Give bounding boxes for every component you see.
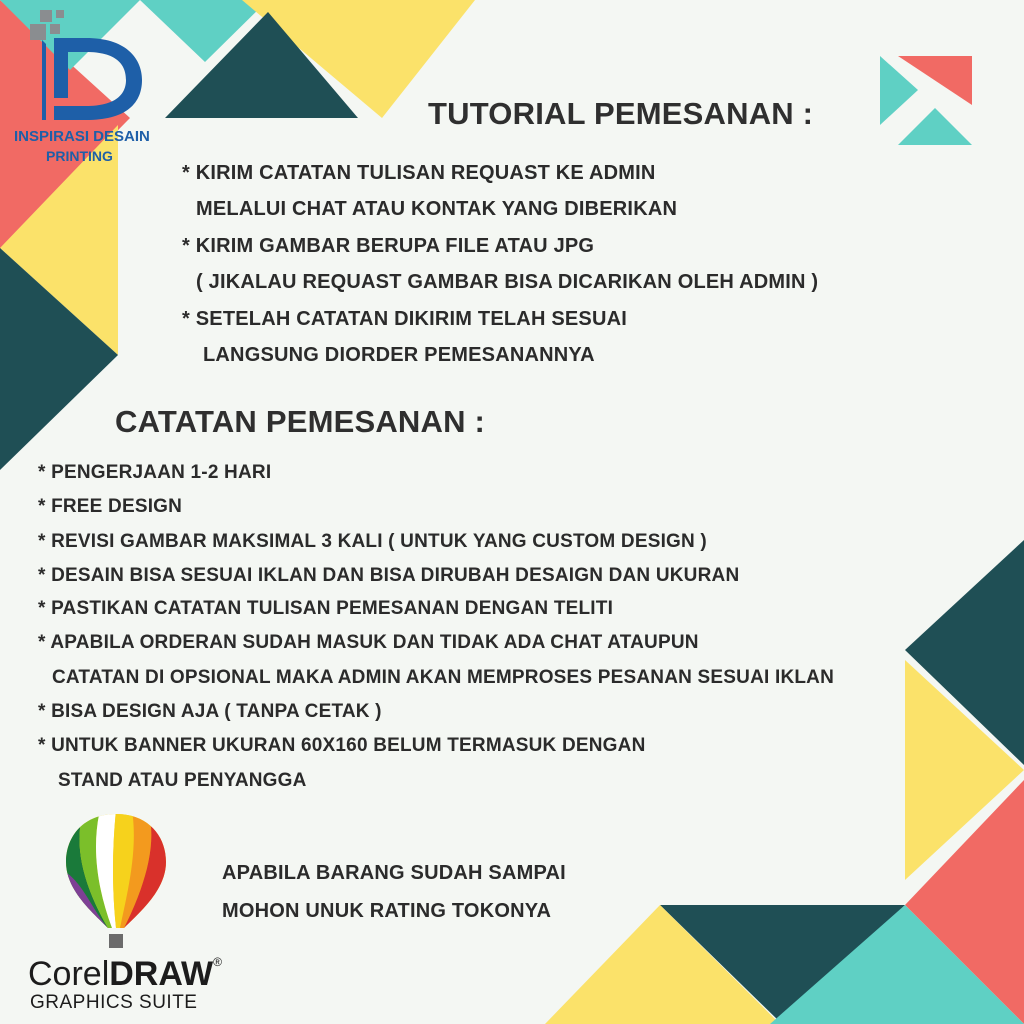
catatan-line-4: * DESAIN BISA SESUAI IKLAN DAN BISA DIRUBAH DESAIGN DAN UKURAN bbox=[38, 565, 740, 586]
catatan-line-10: STAND ATAU PENYANGGA bbox=[58, 770, 307, 791]
logo-mint-bottom-triangle bbox=[898, 108, 972, 145]
graphics-suite-label: GRAPHICS SUITE bbox=[30, 992, 198, 1013]
tutorial-line-3: * KIRIM GAMBAR BERUPA FILE ATAU JPG bbox=[182, 235, 595, 257]
catatan-line-1: * PENGERJAAN 1-2 HARI bbox=[38, 462, 272, 483]
footer-line-1: APABILA BARANG SUDAH SAMPAI bbox=[222, 862, 566, 884]
catatan-title: CATATAN PEMESANAN : bbox=[115, 404, 486, 439]
catatan-line-5: * PASTIKAN CATATAN TULISAN PEMESANAN DENGAN TELITI bbox=[38, 598, 614, 619]
brand-sub: PRINTING bbox=[46, 148, 113, 164]
hot-air-balloon-icon bbox=[62, 810, 170, 950]
coreldraw-wordmark bbox=[28, 955, 222, 994]
inspirasi-desain-logo-icon bbox=[28, 8, 153, 126]
tutorial-line-2: MELALUI CHAT ATAU KONTAK YANG DIBERIKAN bbox=[196, 198, 678, 220]
logo-mint-left-triangle bbox=[880, 56, 918, 125]
tutorial-title: TUTORIAL PEMESANAN : bbox=[428, 96, 814, 131]
catatan-line-6: * APABILA ORDERAN SUDAH MASUK DAN TIDAK ADA CHAT ATAUPUN bbox=[38, 632, 699, 653]
brand-name: INSPIRASI DESAIN bbox=[14, 128, 150, 145]
catatan-line-2: * FREE DESIGN bbox=[38, 496, 183, 517]
catatan-line-8: * BISA DESIGN AJA ( TANPA CETAK ) bbox=[38, 701, 382, 722]
tutorial-line-1: * KIRIM CATATAN TULISAN REQUAST KE ADMIN bbox=[182, 162, 656, 184]
corel-word: Corel bbox=[28, 955, 110, 993]
tutorial-line-5: * SETELAH CATATAN DIKIRIM TELAH SESUAI bbox=[182, 308, 628, 330]
tutorial-line-6: LANGSUNG DIORDER PEMESANANNYA bbox=[203, 344, 595, 366]
tutorial-line-4: ( JIKALAU REQUAST GAMBAR BISA DICARIKAN OLEH ADMIN ) bbox=[196, 271, 819, 293]
catatan-line-3: * REVISI GAMBAR MAKSIMAL 3 KALI ( UNTUK YANG CUSTOM DESIGN ) bbox=[38, 531, 707, 552]
draw-word: DRAW bbox=[109, 955, 214, 993]
catatan-line-9: * UNTUK BANNER UKURAN 60X160 BELUM TERMASUK DENGAN bbox=[38, 735, 646, 756]
registered-mark: ® bbox=[213, 955, 222, 969]
footer-line-2: MOHON UNUK RATING TOKONYA bbox=[222, 900, 552, 922]
catatan-line-7: CATATAN DI OPSIONAL MAKA ADMIN AKAN MEMPROSES PESANAN SESUAI IKLAN bbox=[52, 667, 835, 688]
